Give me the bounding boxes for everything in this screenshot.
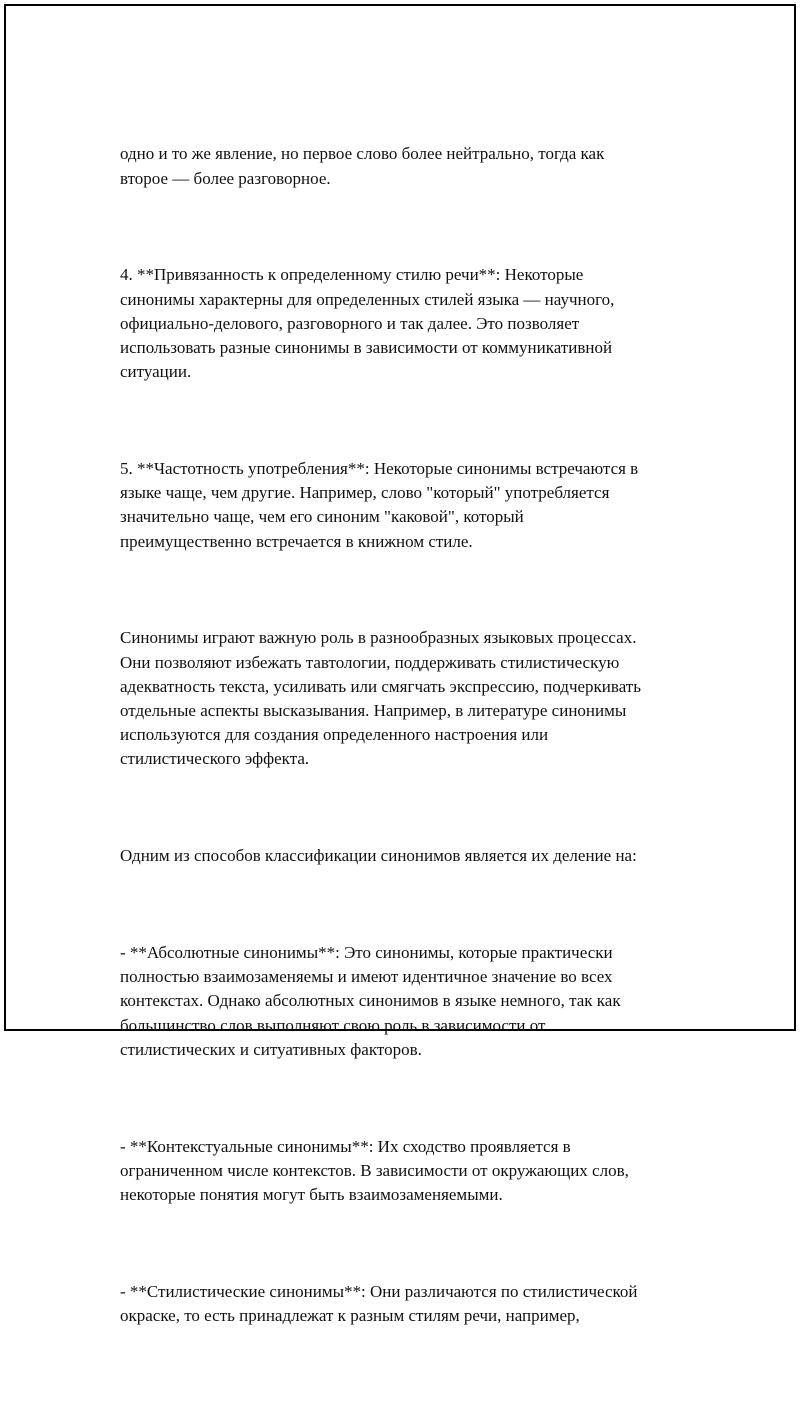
paragraph-classification-intro: Одним из способов классификации синонимов является их деление на: — [120, 846, 637, 866]
paragraph-item-4-style: 4. **Привязанность к определенному стилю речи**: Некоторые синонимы характерны для определенных стилей языка — научного, официально-делового, разговорного и так далее. Это позволяет использовать разные синонимы в зависимости от коммуникативной ситуации. — [120, 265, 615, 382]
document-body — [120, 94, 700, 1401]
paragraph-item-5-frequency: 5. **Частотность употребления**: Некоторые синонимы встречаются в языке чаще, чем другие. Например, слово "который" употребляется значительно чаще, чем его синоним "каковой", который преимущественно встречается в книжном стиле. — [120, 459, 639, 551]
list-item-absolute-synonyms: - **Абсолютные синонимы**: Это синонимы, которые практически полностью взаимозаменяемы и имеют идентичное значение во всех контекстах. Однако абсолютных синонимов в языке немного, так как большинство слов выполняют свою роль в зависимости от стилистических и ситуативных факторов. — [120, 943, 621, 1059]
paragraph-continuation: одно и то же явление, но первое слово более нейтрально, тогда как второе — более разговорное. — [120, 144, 605, 188]
list-item-contextual-synonyms: - **Контекстуальные синонимы**: Их сходство проявляется в ограниченном числе контекстов. В зависимости от окружающих слов, некоторые понятия могут быть взаимозаменяемыми. — [120, 1136, 629, 1205]
list-item-stylistic-synonyms: - **Стилистические синонимы**: Они различаются по стилистической окраске, то есть принадлежат к разным стилям речи, например, — [120, 1281, 638, 1326]
page-frame — [4, 4, 796, 1326]
paragraph-role-of-synonyms: Синонимы играют важную роль в разнообразных языковых процессах. Они позволяют избежать тавтологии, поддерживать стилистическую адекватность текста, усиливать или смягчать экспрессию, подчеркивать отдельные аспекты высказывания. Например, в литературе синонимы используются для создания определенного настроения или стилистического эффекта. — [120, 628, 641, 769]
